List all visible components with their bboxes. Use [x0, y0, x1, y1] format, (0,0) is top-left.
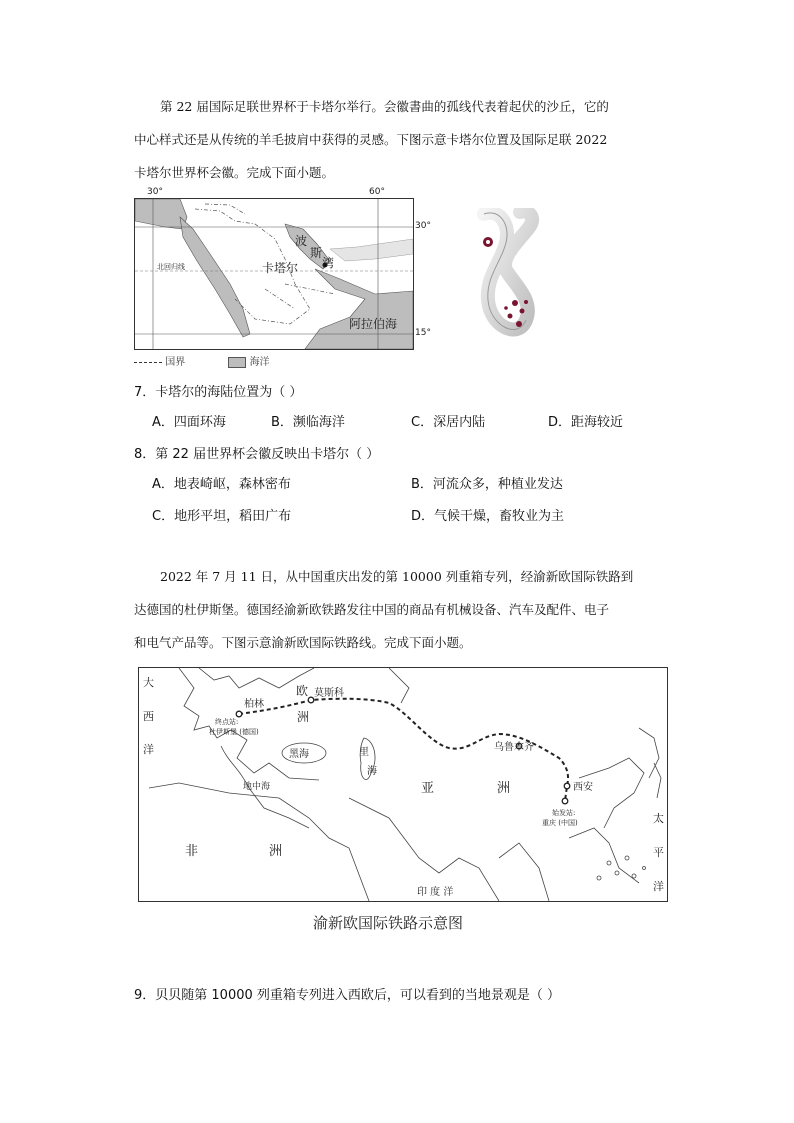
q7-option-c[interactable]: C．深居内陆 [411, 415, 486, 430]
worldcup-emblem [470, 208, 540, 343]
label-start-1: 始发站: [552, 809, 576, 817]
legend-border-line [134, 362, 162, 363]
legend-ocean-label: 海洋 [249, 357, 270, 368]
label-li: 里 [359, 747, 369, 758]
label-yang2: 洋 [653, 880, 664, 893]
map2-caption: 渝新欧国际铁路示意图 [313, 914, 464, 932]
intro2-line3: 和电气产品等。下图示意渝新欧国际铁路线。完成下面小题。 [134, 635, 472, 650]
label-tropic: 北回归线 [157, 263, 185, 271]
label-xi: 西 [143, 710, 154, 723]
intro1-line1-text: 第 22 届国际足联世界杯于卡塔尔举行。会徽書曲的孤线代表着起伏的沙丘，它的 [160, 99, 609, 114]
label-si: 斯 [310, 246, 323, 260]
label-lat30: 30° [415, 221, 431, 231]
label-moscow: 莫斯科 [314, 688, 344, 699]
label-zhou-eu: 洲 [297, 710, 310, 724]
q8-option-c[interactable]: C．地形平坦，稻田广布 [152, 509, 292, 524]
label-indian-ocean: 印 度 洋 [417, 887, 454, 898]
intro-paragraph-2 [134, 560, 664, 659]
label-fei: 非 [185, 844, 199, 859]
intro2-line1-text: 2022 年 7 月 11 日，从中国重庆出发的第 10000 列重箱专列，经渝新欧国际铁路到 [160, 569, 634, 584]
legend-ocean-swatch [228, 357, 246, 368]
q7-option-b[interactable]: B．濒临海洋 [271, 415, 345, 430]
label-qatar: 卡塔尔 [262, 261, 299, 275]
q8-option-b[interactable]: B．河流众多，种植业发达 [411, 477, 563, 492]
q8-option-d[interactable]: D．气候干燥，畜牧业为主 [411, 509, 565, 524]
label-lat15: 15° [415, 328, 431, 338]
question-8: 8．第 22 届世界杯会徽反映出卡塔尔（ ） [134, 447, 380, 462]
map-arabia [134, 198, 414, 350]
label-da: 大 [143, 676, 154, 689]
label-terminal-2: 杜伊斯堡 (德国) [209, 728, 259, 736]
map1-legend [134, 353, 270, 368]
label-xian: 西安 [573, 782, 593, 793]
label-urumqi: 乌鲁木齐 [494, 742, 534, 753]
label-hai: 海 [367, 766, 377, 777]
q7-option-a[interactable]: A．四面环海 [152, 415, 226, 430]
label-lon30: 30° [147, 187, 163, 197]
question-7: 7．卡塔尔的海陆位置为（ ） [134, 385, 303, 400]
map-eurasia-railway [138, 667, 668, 902]
intro-paragraph-1 [134, 90, 664, 189]
intro1-line1 [134, 90, 664, 123]
label-start-2: 重庆 (中国) [542, 819, 578, 827]
intro1-line3: 卡塔尔世界杯会徽。完成下面小题。 [134, 165, 335, 180]
intro2-line2: 达德国的杜伊斯堡。德国经渝新欧铁路发往中国的商品有机械设备、汽车及配件、电子 [134, 602, 610, 617]
label-ping: 平 [653, 846, 664, 859]
label-terminal-1: 终点站: [215, 718, 239, 726]
label-yang: 洋 [143, 743, 154, 756]
intro1-line2: 中心样式还是从传统的羊毛披肩中获得的灵感。下图示意卡塔尔位置及国际足联 2022 [134, 132, 608, 147]
label-arabian-sea: 阿拉伯海 [349, 317, 398, 331]
intro2-line1 [134, 560, 664, 593]
label-ou: 欧 [296, 684, 309, 698]
q7-option-d[interactable]: D．距海较近 [548, 415, 624, 430]
q8-option-a[interactable]: A．地表崎岖，森林密布 [152, 477, 291, 492]
label-lon60: 60° [369, 187, 385, 197]
label-black-sea: 黑海 [289, 749, 309, 760]
label-zhou-af: 洲 [269, 844, 283, 859]
label-berlin: 柏林 [244, 699, 264, 710]
question-9: 9．贝贝随第 10000 列重箱专列进入西欧后，可以看到的当地景观是（ ） [134, 988, 561, 1003]
label-ya: 亚 [421, 781, 435, 796]
emblem-svg [470, 208, 540, 343]
label-med: 地中海 [243, 782, 271, 792]
label-wan: 湾 [322, 256, 335, 270]
label-bo: 波 [295, 234, 308, 248]
label-zhou-as: 洲 [497, 781, 511, 796]
legend-border-label: 国界 [165, 357, 186, 368]
label-tai: 太 [653, 812, 664, 825]
